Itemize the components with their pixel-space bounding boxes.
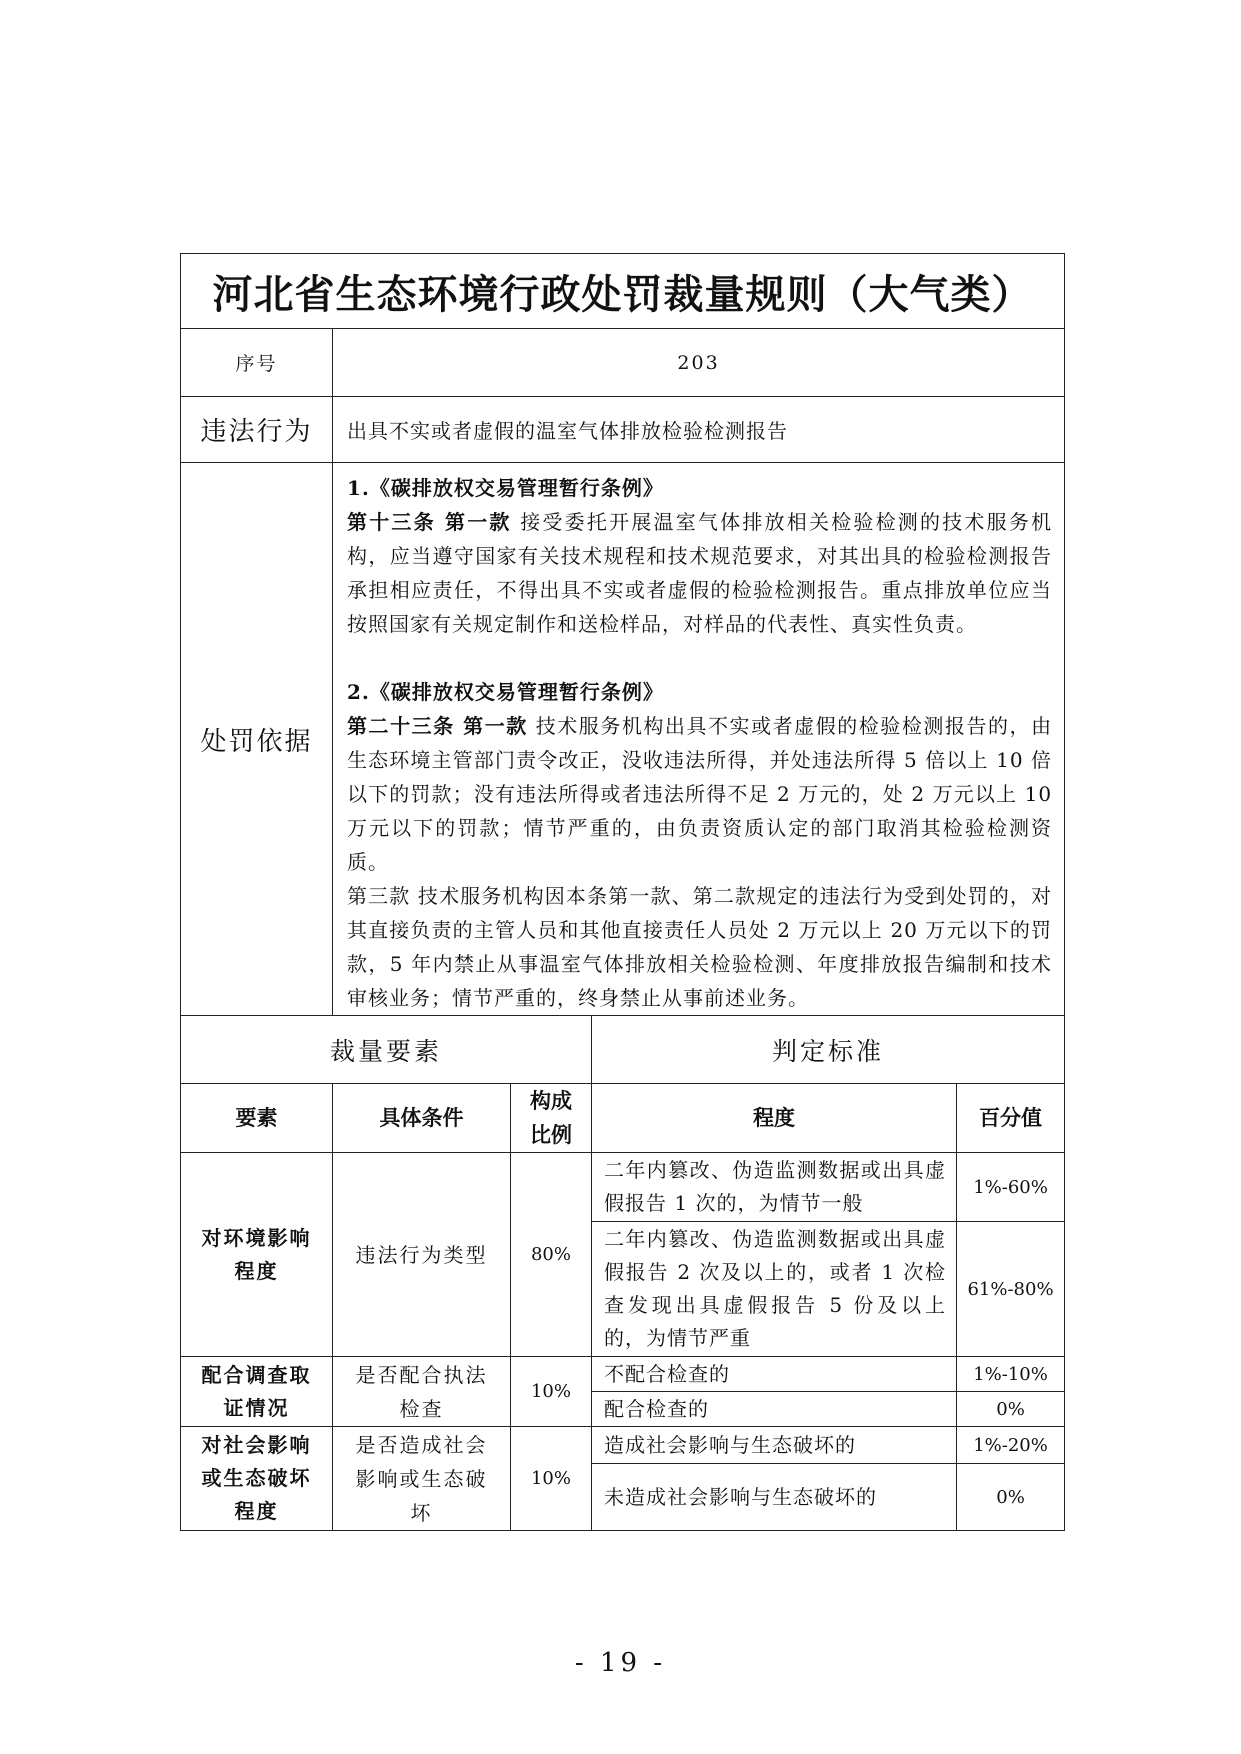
percent-uncooperative: 1%-10% xyxy=(957,1357,1065,1392)
factor-cooperation: 配合调查取证情况 xyxy=(181,1357,333,1427)
condition-environment: 违法行为类型 xyxy=(333,1153,511,1357)
degree-cooperative: 配合检查的 xyxy=(592,1392,957,1427)
section-criteria: 判定标准 xyxy=(592,1016,1065,1084)
degree-uncooperative: 不配合检查的 xyxy=(592,1357,957,1392)
violation-label: 违法行为 xyxy=(181,397,333,463)
condition-cooperation: 是否配合执法检查 xyxy=(333,1357,511,1427)
degree-social-none: 未造成社会影响与生态破坏的 xyxy=(592,1464,957,1531)
header-degree: 程度 xyxy=(592,1084,957,1153)
basis-item2-text: 技术服务机构出具不实或者虚假的检验检测报告的，由生态环境主管部门责令改正，没收违法所得，并处违法所得 5 倍以上 10 倍以下的罚款；没有违法所得或者违法所得不足 2 万元的，处 2 万元以上 10 万元以下的罚款；情节严重的，由负责资质认定的部门取消其检验检测资质。 xyxy=(347,714,1053,874)
factor-social-ecological: 对社会影响或生态破坏程度 xyxy=(181,1427,333,1531)
basis-item2-clause: 第二十三条 第一款 xyxy=(347,714,528,738)
header-ratio: 构成比例 xyxy=(511,1084,592,1153)
basis-item2-clause3: 第三款 技术服务机构因本条第一款、第二款规定的违法行为受到处罚的，对其直接负责的主管人员和其他直接责任人员处 2 万元以上 20 万元以下的罚款，5 年内禁止从事温室气体排放相关检验检测、年度排放报告编制和技术审核业务；情节严重的，终身禁止从事前述业务。 xyxy=(347,884,1053,1010)
basis-label: 处罚依据 xyxy=(181,463,333,1016)
page-number: - 19 - xyxy=(574,1648,667,1678)
degree-environment-serious: 二年内篡改、伪造监测数据或出具虚假报告 2 次及以上的，或者 1 次检查发现出具虚假报告 5 份及以上的，为情节严重 xyxy=(592,1222,957,1357)
degree-social-caused: 造成社会影响与生态破坏的 xyxy=(592,1427,957,1464)
basis-content xyxy=(333,463,1065,1016)
degree-environment-general: 二年内篡改、伪造监测数据或出具虚假报告 1 次的，为情节一般 xyxy=(592,1153,957,1222)
header-factor: 要素 xyxy=(181,1084,333,1153)
condition-social-ecological: 是否造成社会影响或生态破坏 xyxy=(333,1427,511,1531)
basis-item1-clause: 第十三条 第一款 xyxy=(347,510,512,534)
header-percent: 百分值 xyxy=(957,1084,1065,1153)
ratio-environment: 80% xyxy=(511,1153,592,1357)
ratio-social-ecological: 10% xyxy=(511,1427,592,1531)
section-elements: 裁量要素 xyxy=(181,1016,592,1084)
basis-item1-title: 1.《碳排放权交易管理暂行条例》 xyxy=(347,476,664,500)
factor-environment: 对环境影响程度 xyxy=(181,1153,333,1357)
ratio-cooperation: 10% xyxy=(511,1357,592,1427)
basis-item2-paragraph xyxy=(347,709,1052,879)
percent-environment-general: 1%-60% xyxy=(957,1153,1065,1222)
percent-social-none: 0% xyxy=(957,1464,1065,1531)
basis-item1-text: 接受委托开展温室气体排放相关检验检测的技术服务机构，应当遵守国家有关技术规程和技术规范要求，对其出具的检验检测报告承担相应责任，不得出具不实或者虚假的检验检测报告。重点排放单位应当按照国家有关规定制作和送检样品，对样品的代表性、真实性负责。 xyxy=(347,510,1053,636)
seq-label: 序号 xyxy=(181,329,333,397)
percent-cooperative: 0% xyxy=(957,1392,1065,1427)
percent-social-caused: 1%-20% xyxy=(957,1427,1065,1464)
header-condition: 具体条件 xyxy=(333,1084,511,1153)
percent-environment-serious: 61%-80% xyxy=(957,1222,1065,1357)
seq-value: 203 xyxy=(333,329,1065,397)
violation-value: 出具不实或者虚假的温室气体排放检验检测报告 xyxy=(333,397,1065,463)
basis-item2-title: 2.《碳排放权交易管理暂行条例》 xyxy=(347,680,664,704)
basis-item1-paragraph xyxy=(347,505,1052,641)
document-title: 河北省生态环境行政处罚裁量规则（大气类） xyxy=(181,254,1065,329)
discretion-rule-table xyxy=(180,253,1065,1531)
